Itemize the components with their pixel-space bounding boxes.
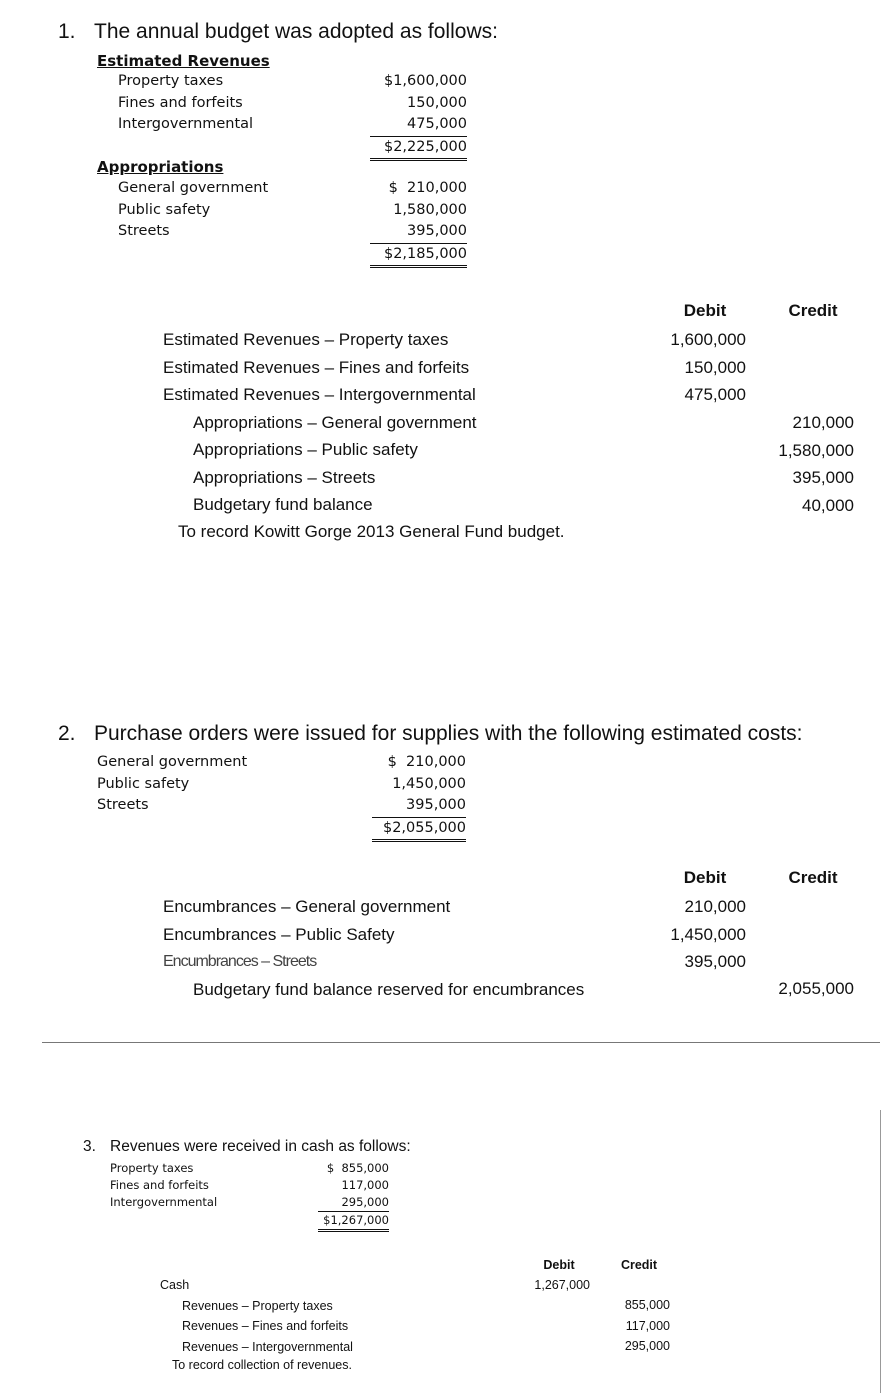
- journal-account: Revenues – Fines and forfeits: [182, 1319, 349, 1333]
- item-amount: 1,450,000: [392, 775, 466, 792]
- journal3-credits: [600, 1295, 670, 1357]
- section2-amounts: [372, 752, 466, 842]
- appropriation-label: Streets: [118, 223, 170, 239]
- section3-amounts: [318, 1160, 389, 1232]
- section1-heading: [58, 20, 498, 44]
- journal-credit: 2,055,000: [778, 979, 854, 998]
- journal3-note: To record collection of revenues.: [172, 1358, 352, 1372]
- journal-credit: 855,000: [624, 1298, 670, 1312]
- journal-account: Revenues – Property taxes: [182, 1298, 333, 1313]
- revenues-labels: [118, 71, 253, 136]
- journal-account: Encumbrances – General government: [163, 897, 451, 916]
- section3-number: 3.: [83, 1138, 96, 1155]
- item-label: Public safety: [97, 775, 190, 792]
- section3-heading: [83, 1138, 411, 1156]
- appropriations-title: Appropriations: [97, 158, 224, 176]
- journal-account: Appropriations – Streets: [193, 467, 376, 487]
- item-amount: 117,000: [341, 1178, 389, 1192]
- journal-account: Appropriations – Public safety: [193, 440, 418, 459]
- revenue-label: Intergovernmental: [118, 116, 254, 132]
- journal1-credit-header: Credit: [788, 301, 838, 320]
- journal-debit: 1,450,000: [670, 924, 746, 944]
- journal2-credit-header: Credit: [788, 868, 838, 887]
- section-divider: [42, 1042, 880, 1043]
- item-label: Fines and forfeits: [110, 1178, 209, 1192]
- appropriation-label: General government: [118, 180, 269, 196]
- appropriations-amounts: [370, 178, 467, 268]
- item-label: General government: [97, 754, 248, 770]
- journal-account: Cash: [160, 1278, 190, 1292]
- revenue-label: Fines and forfeits: [118, 94, 243, 111]
- journal-credit: 395,000: [792, 468, 854, 487]
- page-edge-line: [880, 1110, 881, 1393]
- journal-credit: 1,580,000: [778, 440, 854, 460]
- journal-account: Encumbrances – Public Safety: [163, 924, 395, 944]
- revenues-title: Estimated Revenues: [97, 52, 270, 70]
- section1-title: The annual budget was adopted as follows:: [94, 20, 498, 43]
- revenue-amount: $1,600,000: [383, 73, 467, 89]
- item-amount: $ 210,000: [387, 754, 466, 770]
- appropriation-amount: $ 210,000: [388, 180, 467, 196]
- section2-labels: [97, 752, 247, 817]
- journal-account: Encumbrances – Streets: [163, 953, 317, 970]
- revenue-label: Property taxes: [118, 73, 224, 89]
- journal-debit: 475,000: [684, 385, 746, 404]
- journal-debit: 150,000: [684, 357, 746, 377]
- journal-account: Revenues – Intergovernmental: [182, 1339, 353, 1354]
- journal3-debits: [510, 1275, 590, 1296]
- section1-number: 1.: [58, 20, 76, 43]
- journal2-debits: [640, 893, 746, 976]
- journal3-accounts: [160, 1275, 353, 1357]
- revenues-amounts: [370, 71, 467, 161]
- revenue-amount: 150,000: [407, 94, 467, 111]
- appropriation-amount: 395,000: [370, 221, 467, 244]
- section3-title: Revenues were received in cash as follows:: [110, 1138, 411, 1155]
- journal2-credits: [750, 975, 854, 1003]
- appropriation-label: Public safety: [118, 201, 211, 218]
- item-amount: 295,000: [318, 1194, 389, 1212]
- appropriations-labels: [118, 178, 268, 243]
- item-amount: 395,000: [372, 795, 466, 818]
- journal-debit: 395,000: [684, 952, 746, 971]
- journal2-accounts: [163, 893, 584, 1003]
- journal-account: Budgetary fund balance: [193, 495, 373, 514]
- appropriation-amount: 1,580,000: [393, 201, 467, 218]
- section2-title: Purchase orders were issued for supplies with the following estimated costs:: [94, 722, 803, 745]
- appropriations-total: $2,185,000: [370, 244, 467, 269]
- journal2-debit-header: Debit: [683, 868, 727, 887]
- journal-credit: 40,000: [802, 495, 854, 515]
- journal1-debits: [640, 326, 746, 409]
- item-label: Intergovernmental: [110, 1195, 218, 1209]
- journal3-credit-header: Credit: [620, 1258, 658, 1272]
- journal-account: Budgetary fund balance reserved for encumbrances: [193, 979, 585, 999]
- item-amount: $ 855,000: [326, 1161, 389, 1175]
- section2-total: $2,055,000: [372, 818, 466, 843]
- journal1-credits: [750, 409, 854, 519]
- journal-account: Appropriations – General government: [193, 412, 477, 432]
- revenues-total: $2,225,000: [370, 137, 467, 162]
- journal-account: Estimated Revenues – Fines and forfeits: [163, 357, 470, 377]
- journal1-accounts: [163, 326, 477, 519]
- section2-heading: [58, 722, 803, 746]
- journal-debit: 210,000: [684, 897, 746, 916]
- journal-credit: 117,000: [625, 1318, 670, 1333]
- section3-labels: [110, 1160, 217, 1211]
- journal-account: Estimated Revenues – Property taxes: [163, 330, 449, 349]
- journal-debit: 1,267,000: [534, 1278, 590, 1292]
- journal-credit: 295,000: [624, 1339, 670, 1353]
- section3-total: $1,267,000: [318, 1212, 389, 1232]
- item-label: Streets: [97, 797, 149, 813]
- revenue-amount: 475,000: [370, 114, 467, 137]
- journal-credit: 210,000: [792, 413, 854, 432]
- journal1-note: To record Kowitt Gorge 2013 General Fund budget.: [178, 522, 565, 541]
- item-label: Property taxes: [110, 1161, 194, 1175]
- journal3-debit-header: Debit: [543, 1258, 575, 1272]
- journal-account: Estimated Revenues – Intergovernmental: [163, 385, 476, 404]
- journal-debit: 1,600,000: [670, 330, 746, 349]
- section2-number: 2.: [58, 722, 76, 745]
- journal1-debit-header: Debit: [683, 301, 727, 320]
